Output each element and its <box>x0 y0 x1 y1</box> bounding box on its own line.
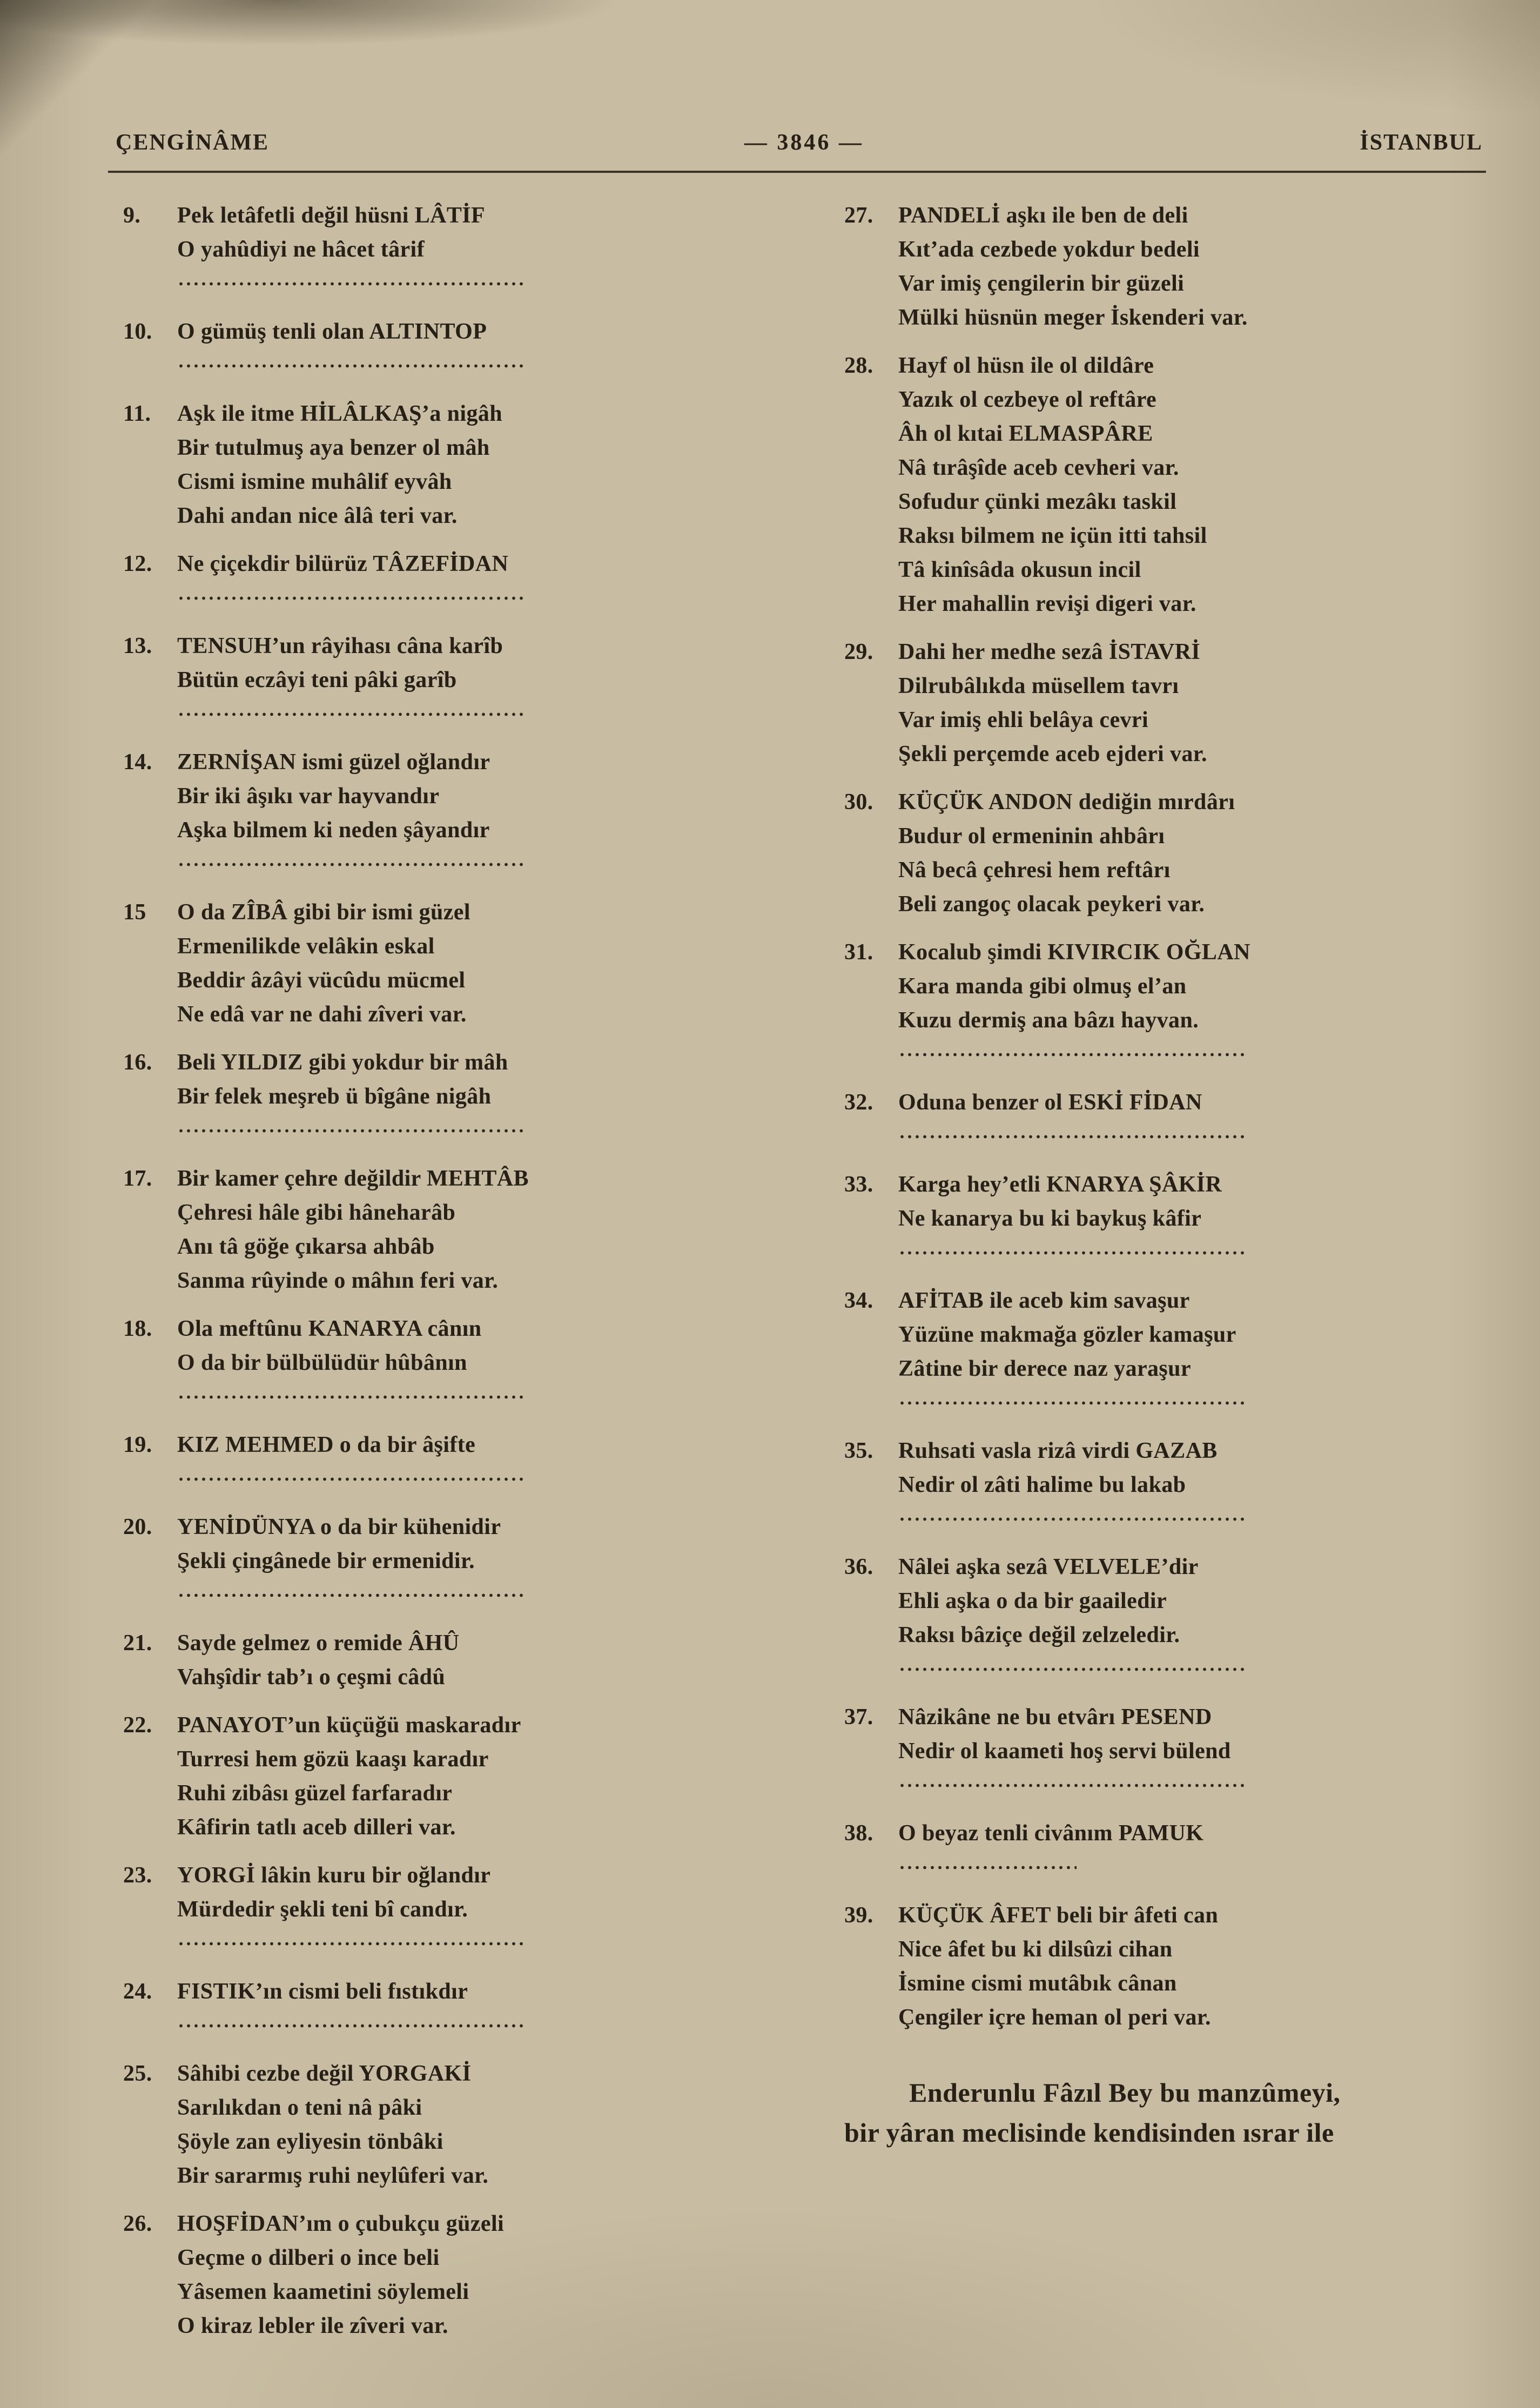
verse-line: Kâfirin tatlı aceb dilleri var. <box>177 1815 456 1840</box>
verse-number: 25. <box>123 2061 152 2086</box>
verse-number: 32. <box>844 1090 873 1115</box>
verse-line: Bir iki âşıkı var hayvandır <box>177 784 440 809</box>
verse-line: Hayf ol hüsn ile ol dildâre <box>898 353 1154 378</box>
left-column <box>123 199 790 2357</box>
verse-line: Şekli perçemde aceb ejderi var. <box>898 742 1207 766</box>
verse-line: Bir felek meşreb ü bîgâne nigâh <box>177 1084 492 1109</box>
verse-entry <box>123 896 790 1032</box>
city-label: İSTANBUL <box>1360 130 1483 155</box>
verse-line: Sayde gelmez o remide ÂHÛ <box>177 1631 460 1656</box>
verse-line: Bir kamer çehre değildir MEHTÂB <box>177 1166 529 1191</box>
verse-body <box>177 2207 790 2343</box>
verse-line: Dahi her medhe sezâ İSTAVRİ <box>898 640 1201 664</box>
verse-entry <box>123 397 790 533</box>
verse-line: Vahşîdir tab’ı o çeşmi câdû <box>177 1665 446 1690</box>
verse-line: Yüzüne makmağa gözler kamaşur <box>898 1322 1236 1347</box>
verse-body <box>898 1550 1511 1686</box>
dotted-separator <box>898 1386 1247 1420</box>
verse-line: FISTIK’ın cismi beli fıstıkdır <box>177 1979 468 2004</box>
verse-line: YORGİ lâkin kuru bir oğlandır <box>177 1863 491 1888</box>
verse-entry <box>844 349 1511 621</box>
verse-line: Mürdedir şekli teni bî candır. <box>177 1897 468 1922</box>
verse-body <box>898 199 1511 335</box>
verse-body <box>177 2057 790 2193</box>
page-number: — 3846 — <box>744 130 864 155</box>
verse-entry <box>123 1312 790 1414</box>
dotted-separator <box>898 1502 1247 1536</box>
verse-entry <box>844 199 1511 335</box>
verse-entry <box>844 785 1511 922</box>
verse-number: 15 <box>123 900 146 925</box>
verse-line: Ehli aşka o da bir gaailedir <box>898 1589 1167 1613</box>
verse-body <box>898 785 1511 922</box>
verse-line: Tâ kinîsâda okusun incil <box>898 557 1141 582</box>
verse-line: Şöyle zan eyliyesin tönbâki <box>177 2129 443 2154</box>
verse-body <box>177 1859 790 1961</box>
verse-line: O gümüş tenli olan ALTINTOP <box>177 319 487 344</box>
verse-entry <box>123 1626 790 1694</box>
verse-number: 37. <box>844 1705 873 1730</box>
verse-line: Bütün eczâyi teni pâki garîb <box>177 668 457 692</box>
dotted-separator <box>898 1120 1247 1154</box>
verse-body <box>898 1899 1511 2035</box>
verse-line: Nâ becâ çehresi hem reftârı <box>898 858 1171 883</box>
journal-title: ÇENGİNÂME <box>116 130 270 155</box>
verse-entry <box>844 1817 1511 1885</box>
verse-body <box>898 1086 1511 1154</box>
verse-line: Ruhi zibâsı güzel farfaradır <box>177 1781 453 1806</box>
verse-body <box>177 1510 790 1612</box>
verse-entry <box>123 315 790 383</box>
dotted-separator <box>898 1038 1247 1072</box>
verse-body <box>177 547 790 615</box>
verse-number: 24. <box>123 1979 152 2004</box>
verse-body <box>177 629 790 731</box>
dotted-separator <box>177 1462 526 1496</box>
verse-number: 22. <box>123 1713 152 1738</box>
verse-body <box>898 1817 1511 1885</box>
verse-entry <box>844 1700 1511 1802</box>
verse-line: O da bir bülbülüdür hûbânın <box>177 1350 467 1375</box>
verse-number: 14. <box>123 750 152 775</box>
verse-line: Dahi andan nice âlâ teri var. <box>177 503 458 528</box>
verse-line: Ruhsati vasla rizâ virdi GAZAB <box>898 1438 1218 1463</box>
verse-number: 39. <box>844 1903 873 1928</box>
verse-body <box>177 1046 790 1148</box>
verse-line: AFİTAB ile aceb kim savaşur <box>898 1288 1190 1313</box>
verse-line: Yâsemen kaametini söylemeli <box>177 2279 469 2304</box>
verse-body <box>177 1626 790 1694</box>
verse-number: 31. <box>844 940 873 965</box>
verse-line: Mülki hüsnün meger İskenderi var. <box>898 305 1248 330</box>
verse-line: O kiraz lebler ile zîveri var. <box>177 2313 448 2338</box>
verse-line: Var imiş ehli belâya cevri <box>898 708 1149 732</box>
dotted-separator <box>898 1851 1077 1885</box>
verse-line: Her mahallin revişi digeri var. <box>898 591 1196 616</box>
verse-entry <box>123 1709 790 1845</box>
verse-line: Beli YILDIZ gibi yokdur bir mâh <box>177 1050 508 1075</box>
verse-line: Raksı bilmem ne içün itti tahsil <box>898 523 1207 548</box>
verse-line: Nâlei aşka sezâ VELVELE’dir <box>898 1555 1199 1579</box>
verse-line: Kara manda gibi olmuş el’an <box>898 974 1187 999</box>
verse-line: O da ZÎBÂ gibi bir ismi güzel <box>177 900 470 925</box>
verse-line: Ne kanarya bu ki baykuş kâfir <box>898 1206 1202 1231</box>
dotted-separator <box>177 2009 526 2043</box>
verse-line: Âh ol kıtai ELMASPÂRE <box>898 421 1153 446</box>
verse-line: ZERNİŞAN ismi güzel oğlandır <box>177 750 490 775</box>
verse-body <box>177 1312 790 1414</box>
verse-entry <box>844 1284 1511 1420</box>
verse-body <box>898 349 1511 621</box>
verse-number: 36. <box>844 1555 873 1579</box>
text-columns <box>0 199 1540 2357</box>
verse-body <box>898 1700 1511 1802</box>
verse-line: HOŞFİDAN’ım o çubukçu güzeli <box>177 2211 505 2236</box>
verse-line: Kıt’ada cezbede yokdur bedeli <box>898 237 1200 262</box>
verse-line: Anı tâ göğe çıkarsa ahbâb <box>177 1234 435 1259</box>
verse-line: Sâhibi cezbe değil YORGAKİ <box>177 2061 472 2086</box>
verse-line: Dilrubâlıkda müsellem tavrı <box>898 674 1179 698</box>
verse-number: 10. <box>123 319 152 344</box>
verse-number: 33. <box>844 1172 873 1197</box>
verse-line: Var imiş çengilerin bir güzeli <box>898 271 1185 296</box>
verse-line: YENİDÜNYA o da bir kühenidir <box>177 1515 501 1539</box>
verse-line: Bir tutulmuş aya benzer ol mâh <box>177 435 490 460</box>
verse-line: Budur ol ermeninin ahbârı <box>898 824 1165 849</box>
verse-line: Geçme o dilberi o ince beli <box>177 2245 440 2270</box>
verse-number: 38. <box>844 1821 873 1846</box>
verse-line: Sarılıkdan o teni nâ pâki <box>177 2095 422 2120</box>
verse-body <box>177 896 790 1032</box>
verse-line: Sanma rûyinde o mâhın feri var. <box>177 1268 499 1293</box>
verse-number: 23. <box>123 1863 152 1888</box>
verse-number: 12. <box>123 551 152 576</box>
verse-entry <box>123 2057 790 2193</box>
verse-line: Yazık ol cezbeye ol reftâre <box>898 387 1157 412</box>
verse-line: PANAYOT’un küçüğü maskaradır <box>177 1713 521 1738</box>
verse-line: PANDELİ aşkı ile ben de deli <box>898 203 1188 228</box>
verse-line: Aşk ile itme HİLÂLKAŞ’a nigâh <box>177 401 502 426</box>
verse-line: KÜÇÜK ANDON dediğin mırdârı <box>898 790 1235 815</box>
verse-body <box>898 936 1511 1072</box>
verse-entry <box>123 547 790 615</box>
verse-body <box>177 199 790 301</box>
verse-number: 13. <box>123 634 152 658</box>
dotted-separator <box>177 1380 526 1414</box>
verse-number: 17. <box>123 1166 152 1191</box>
dotted-separator <box>177 847 526 882</box>
verse-line: Nedir ol kaameti hoş servi bülend <box>898 1739 1231 1764</box>
verse-line: Beli zangoç olacak peykeri var. <box>898 892 1205 917</box>
verse-body <box>177 1709 790 1845</box>
verse-entry <box>123 745 790 882</box>
verse-number: 29. <box>844 640 873 664</box>
verse-body <box>177 315 790 383</box>
dotted-separator <box>177 1927 526 1961</box>
verse-line: İsmine cismi mutâbık cânan <box>898 1971 1177 1996</box>
verse-number: 9. <box>123 203 141 228</box>
verse-body <box>177 1162 790 1298</box>
closing-line: bir yâran meclisinde kendisinden ısrar ile <box>844 2117 1334 2148</box>
verse-line: Ermenilikde velâkin eskal <box>177 934 435 959</box>
verse-entry <box>844 936 1511 1072</box>
verse-entry <box>844 635 1511 771</box>
header-rule <box>108 171 1486 173</box>
closing-line: Enderunlu Fâzıl Bey bu manzûmeyi, <box>909 2077 1341 2108</box>
verse-line: Turresi hem gözü kaaşı karadır <box>177 1747 489 1772</box>
dotted-separator <box>898 1236 1247 1270</box>
verse-number: 21. <box>123 1631 152 1656</box>
verse-body <box>177 745 790 882</box>
verse-number: 11. <box>123 401 151 426</box>
verse-number: 27. <box>844 203 873 228</box>
verse-entry <box>844 1550 1511 1686</box>
verse-entry <box>123 629 790 731</box>
verse-number: 18. <box>123 1316 152 1341</box>
dotted-separator <box>177 581 526 615</box>
verse-entry <box>123 1162 790 1298</box>
verse-line: Karga hey’etli KNARYA ŞÂKİR <box>898 1172 1222 1197</box>
dotted-separator <box>177 1578 526 1612</box>
verse-entry <box>844 1899 1511 2035</box>
verse-line: Ola meftûnu KANARYA cânın <box>177 1316 482 1341</box>
verse-entry <box>123 1428 790 1496</box>
verse-body <box>177 1428 790 1496</box>
verse-line: TENSUH’un râyihası câna karîb <box>177 634 503 658</box>
dotted-separator <box>177 1114 526 1148</box>
verse-line: Raksı bâziçe değil zelzeledir. <box>898 1623 1180 1647</box>
dotted-separator <box>177 697 526 731</box>
verse-line: Nâ tırâşîde aceb cevheri var. <box>898 455 1179 480</box>
verse-line: Oduna benzer ol ESKİ FİDAN <box>898 1090 1202 1115</box>
verse-line: KIZ MEHMED o da bir âşifte <box>177 1432 476 1457</box>
verse-line: Ne edâ var ne dahi zîveri var. <box>177 1002 467 1027</box>
verse-line: Sofudur çünki mezâkı taskil <box>898 489 1177 514</box>
verse-line: O beyaz tenli civânım PAMUK <box>898 1821 1204 1846</box>
verse-entry <box>844 1168 1511 1270</box>
verse-line: Kuzu dermiş ana bâzı hayvan. <box>898 1008 1199 1033</box>
right-column <box>844 199 1511 2357</box>
verse-line: Çengiler içre heman ol peri var. <box>898 2005 1211 2030</box>
verse-entry <box>123 1859 790 1961</box>
verse-body <box>177 1975 790 2043</box>
verse-entry <box>123 1510 790 1612</box>
verse-line: Şekli çingânede bir ermenidir. <box>177 1549 475 1573</box>
verse-body <box>177 397 790 533</box>
verse-line: Ne çiçekdir bilürüz TÂZEFİDAN <box>177 551 509 576</box>
verse-body <box>898 1168 1511 1270</box>
verse-line: Kocalub şimdi KIVIRCIK OĞLAN <box>898 940 1250 965</box>
verse-number: 34. <box>844 1288 873 1313</box>
verse-body <box>898 1434 1511 1536</box>
verse-line: Cismi ismine muhâlif eyvâh <box>177 469 452 494</box>
verse-line: Nâzikâne ne bu etvârı PESEND <box>898 1705 1212 1730</box>
verse-entry <box>844 1434 1511 1536</box>
verse-line: Zâtine bir derece naz yaraşur <box>898 1356 1191 1381</box>
verse-number: 30. <box>844 790 873 815</box>
verse-line: Aşka bilmem ki neden şâyandır <box>177 818 490 843</box>
verse-entry <box>123 1046 790 1148</box>
verse-line: Çehresi hâle gibi hâneharâb <box>177 1200 456 1225</box>
verse-body <box>898 1284 1511 1420</box>
verse-number: 28. <box>844 353 873 378</box>
verse-entry <box>844 1086 1511 1154</box>
dotted-separator <box>177 267 526 301</box>
verse-line: Nice âfet bu ki dilsûzi cihan <box>898 1937 1173 1962</box>
dotted-separator <box>898 1768 1247 1802</box>
verse-line: Beddir âzâyi vücûdu mücmel <box>177 968 466 993</box>
dotted-separator <box>898 1652 1247 1686</box>
verse-line: Bir sararmış ruhi neylûferi var. <box>177 2163 489 2188</box>
verse-line: Pek letâfetli değil hüsni LÂTİF <box>177 203 486 228</box>
verse-line: O yahûdiyi ne hâcet târif <box>177 237 425 262</box>
verse-number: 35. <box>844 1438 873 1463</box>
verse-number: 20. <box>123 1515 152 1539</box>
verse-line: Nedir ol zâti halime bu lakab <box>898 1472 1186 1497</box>
verse-number: 26. <box>123 2211 152 2236</box>
verse-entry <box>123 2207 790 2343</box>
verse-number: 16. <box>123 1050 152 1075</box>
verse-number: 19. <box>123 1432 152 1457</box>
verse-body <box>898 635 1511 771</box>
dotted-separator <box>177 349 526 383</box>
verse-entry <box>123 1975 790 2043</box>
page-header <box>116 130 1483 167</box>
verse-entry <box>123 199 790 301</box>
verse-line: KÜÇÜK ÂFET beli bir âfeti can <box>898 1903 1219 1928</box>
closing-paragraph <box>844 2073 1511 2153</box>
